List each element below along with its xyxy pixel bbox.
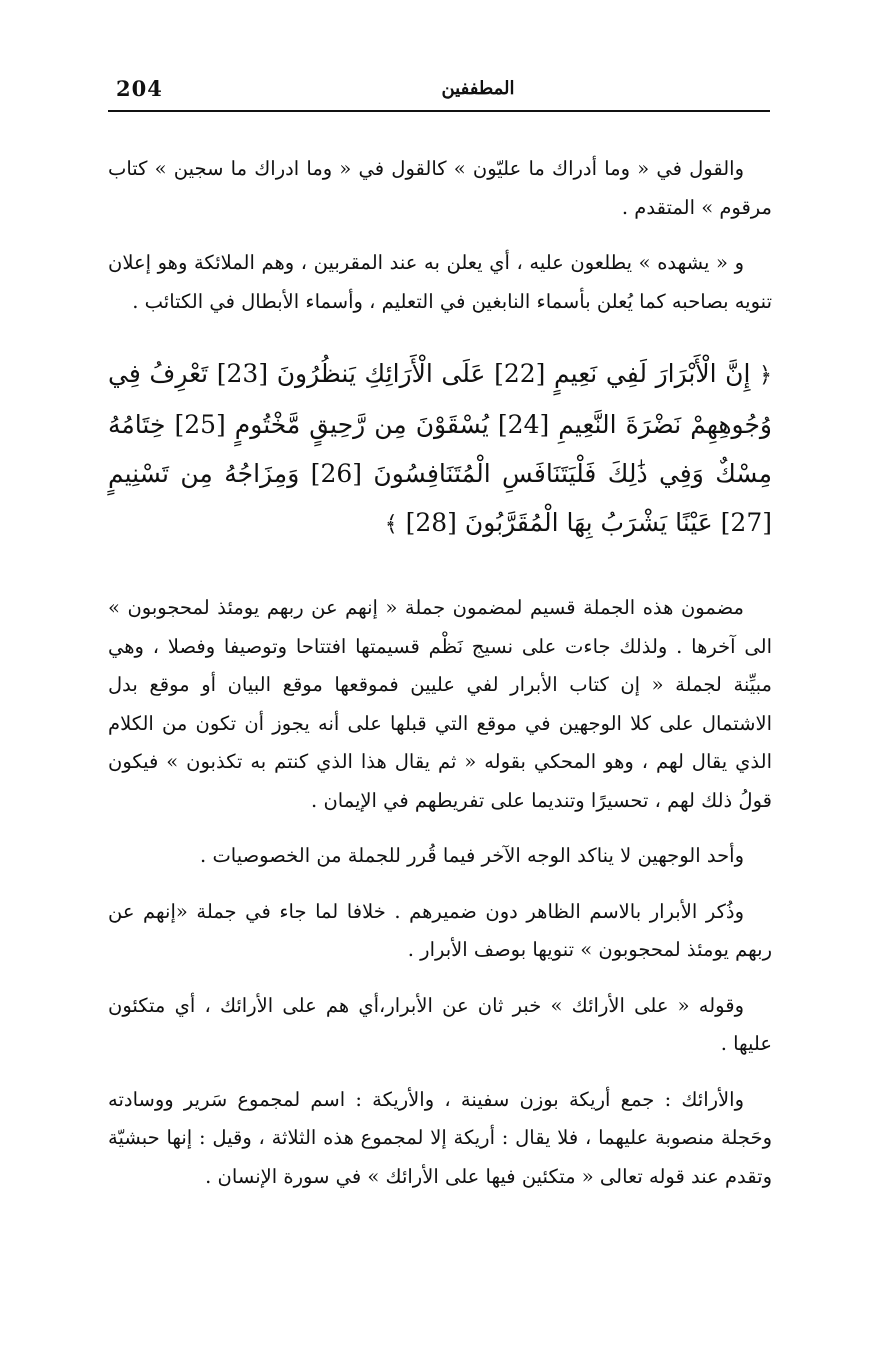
verse-open-ornament: ﴿ <box>759 363 772 388</box>
page-header <box>108 70 770 112</box>
paragraph: والقول في « وما أدراك ما عليّون » كالقول في « وما ادراك ما سجين » كتاب مرقوم » المتقدم . <box>108 157 772 219</box>
verse-close-ornament: ﴾ <box>384 512 398 537</box>
page-body <box>108 150 772 1213</box>
commentary-paragraph: وأحد الوجهين لا يناكد الوجه الآخر فيما قُرر للجملة من الخصوصيات . <box>200 844 744 867</box>
commentary-paragraph: مضمون هذه الجملة قسيم لمضمون جملة « إنهم عن ربهم يومئذ لمحجوبون » الى آخرها . ولذلك جاءت على نسيج نَظْم قسيمتها افتتاحا وتوصيفا وفصلا ، وهي مبيِّنة لجملة « إن كتاب الأبرار لفي عليين فموقعها موقع البيان أو موقع بدل الاشتمال على كلا الوجهين في موقع التي قبلها على أنه يجوز أن تكون من الكلام الذي يقال لهم ، وهو المحكي بقوله « ثم يقال هذا الذي كنتم به تكذبون » فيكون قولُ ذلك لهم ، تحسيرًا وتنديما على تفريطهم في الإيمان . <box>108 596 772 812</box>
paragraph: و « يشهده » يطلعون عليه ، أي يعلن به عند المقربين ، وهم الملائكة وهو إعلان تنويه بصاحبه كما يُعلن بأسماء النابغين في التعليم ، وأسماء الأبطال في الكتائب . <box>108 251 772 313</box>
running-title: المطففين <box>441 78 515 99</box>
verse-text: إِنَّ الْأَبْرَارَ لَفِي نَعِيمٍ [22] عَلَى الْأَرَائِكِ يَنظُرُونَ [23] تَعْرِفُ فِي وُجُوهِهِمْ نَضْرَةَ النَّعِيمِ [24] يُسْقَوْنَ مِن رَّحِيقٍ مَّخْتُومٍ [25] خِتَامُهُ مِسْكٌ وَفِي ذَٰلِكَ فَلْيَتَنَافَسِ الْمُتَنَافِسُونَ [26] وَمِزَاجُهُ مِن تَسْنِيمٍ [27] عَيْنًا يَشْرَبُ بِهَا الْمُقَرَّبُونَ [28] <box>108 359 772 537</box>
commentary-paragraph: وذُكر الأبرار بالاسم الظاهر دون ضميرهم . خلافا لما جاء في جملة «إنهم عن ربهم يومئذ لمحجوبون » تنويها بوصف الأبرار . <box>108 899 772 961</box>
commentary-paragraph: والأرائك : جمع أريكة بوزن سفينة ، والأريكة : اسم لمجموع سَرير ووسادته وحَجلة منصوبة عليهما ، فلا يقال : أريكة إلا لمجموع هذه الثلاثة ، وقيل : إنها حبشيّة وتقدم عند قوله تعالى « متكئين فيها على الأرائك » في سورة الإنسان . <box>108 1087 772 1188</box>
commentary-paragraph: وقوله « على الأرائك » خبر ثان عن الأبرار،أي هم على الأرائك ، أي متكئون عليها . <box>108 993 772 1055</box>
page-number: 204 <box>116 76 163 101</box>
quran-verse-block <box>108 349 772 549</box>
